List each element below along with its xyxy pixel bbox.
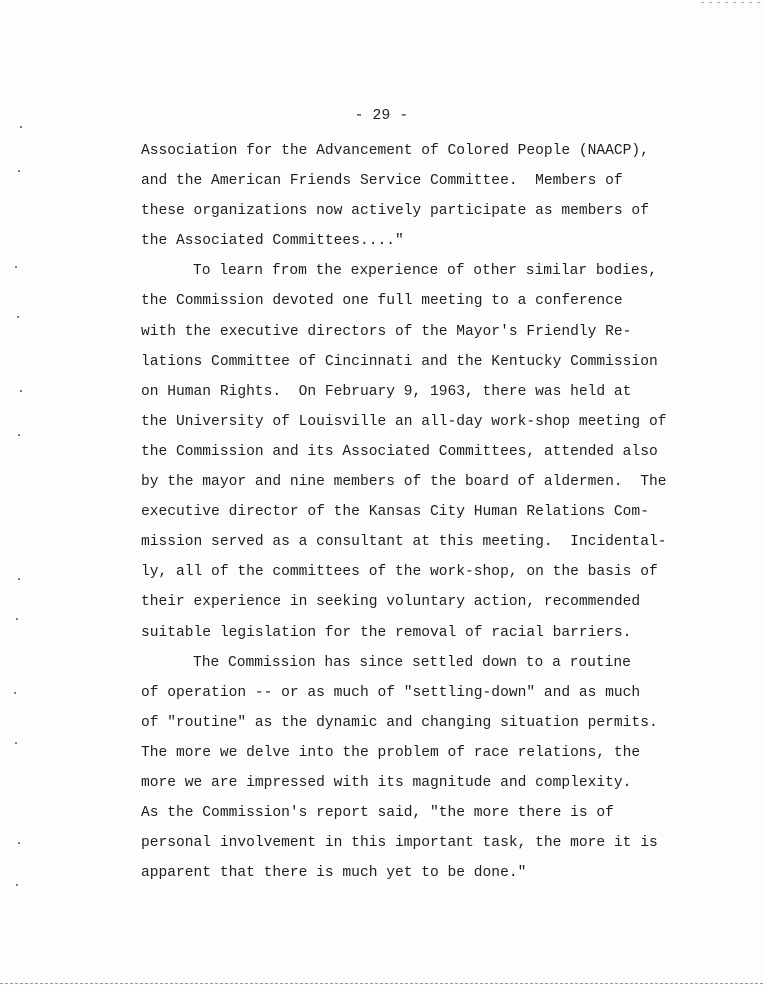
scan-speck — [20, 390, 22, 392]
text-line: and the American Friends Service Committee. Members of — [141, 173, 623, 190]
scan-speck — [16, 618, 18, 620]
text-line: of "routine" as the dynamic and changing situation permits. — [141, 714, 658, 731]
text-line: As the Commission's report said, "the more there is of — [141, 805, 614, 822]
text-line: with the executive directors of the Mayor's Friendly Re- — [141, 323, 632, 340]
scan-artifact-top — [701, 2, 761, 3]
text-line: suitable legislation for the removal of racial barriers. — [141, 624, 632, 641]
page-number: - 29 - — [354, 108, 409, 124]
text-line: their experience in seeking voluntary action, recommended — [141, 594, 641, 611]
text-line: mission served as a consultant at this meeting. Incidental- — [141, 534, 667, 551]
text-line: the Commission devoted one full meeting to a conference — [141, 293, 623, 310]
text-line: more we are impressed with its magnitude and complexity. — [141, 774, 632, 791]
scan-speck — [20, 126, 22, 128]
text-line: on Human Rights. On February 9, 1963, there was held at — [141, 383, 632, 400]
text-line: apparent that there is much yet to be done." — [141, 865, 527, 882]
scan-speck — [14, 692, 16, 694]
text-line: these organizations now actively participate as members of — [141, 203, 649, 220]
scan-speck — [18, 578, 20, 580]
text-line: Association for the Advancement of Colored People (NAACP), — [141, 143, 649, 159]
scan-speck — [15, 742, 17, 744]
scan-artifact-bottom — [0, 983, 763, 984]
text-line: lations Committee of Cincinnati and the Kentucky Commission — [141, 353, 658, 370]
text-line: the Commission and its Associated Committees, attended also — [141, 443, 658, 460]
text-line-indented: To learn from the experience of other similar bodies, — [193, 263, 658, 280]
text-line: personal involvement in this important task, the more it is — [141, 835, 658, 852]
scan-speck — [17, 316, 19, 318]
scan-speck — [16, 884, 18, 886]
text-line: executive director of the Kansas City Human Relations Com- — [141, 504, 649, 521]
text-line: ly, all of the committees of the work-shop, on the basis of — [141, 564, 658, 581]
scan-speck — [18, 170, 20, 172]
scan-speck — [15, 266, 17, 268]
text-line: the University of Louisville an all-day work-shop meeting of — [141, 413, 667, 430]
text-line-indented: The Commission has since settled down to a routine — [193, 654, 631, 671]
text-line: of operation -- or as much of "settling-down" and as much — [141, 684, 641, 701]
scan-speck — [18, 434, 20, 436]
text-line: by the mayor and nine members of the board of aldermen. The — [141, 474, 667, 491]
text-line: the Associated Committees...." — [141, 233, 404, 250]
scan-speck — [18, 842, 20, 844]
body-text — [141, 136, 741, 888]
text-line: The more we delve into the problem of race relations, the — [141, 744, 641, 761]
